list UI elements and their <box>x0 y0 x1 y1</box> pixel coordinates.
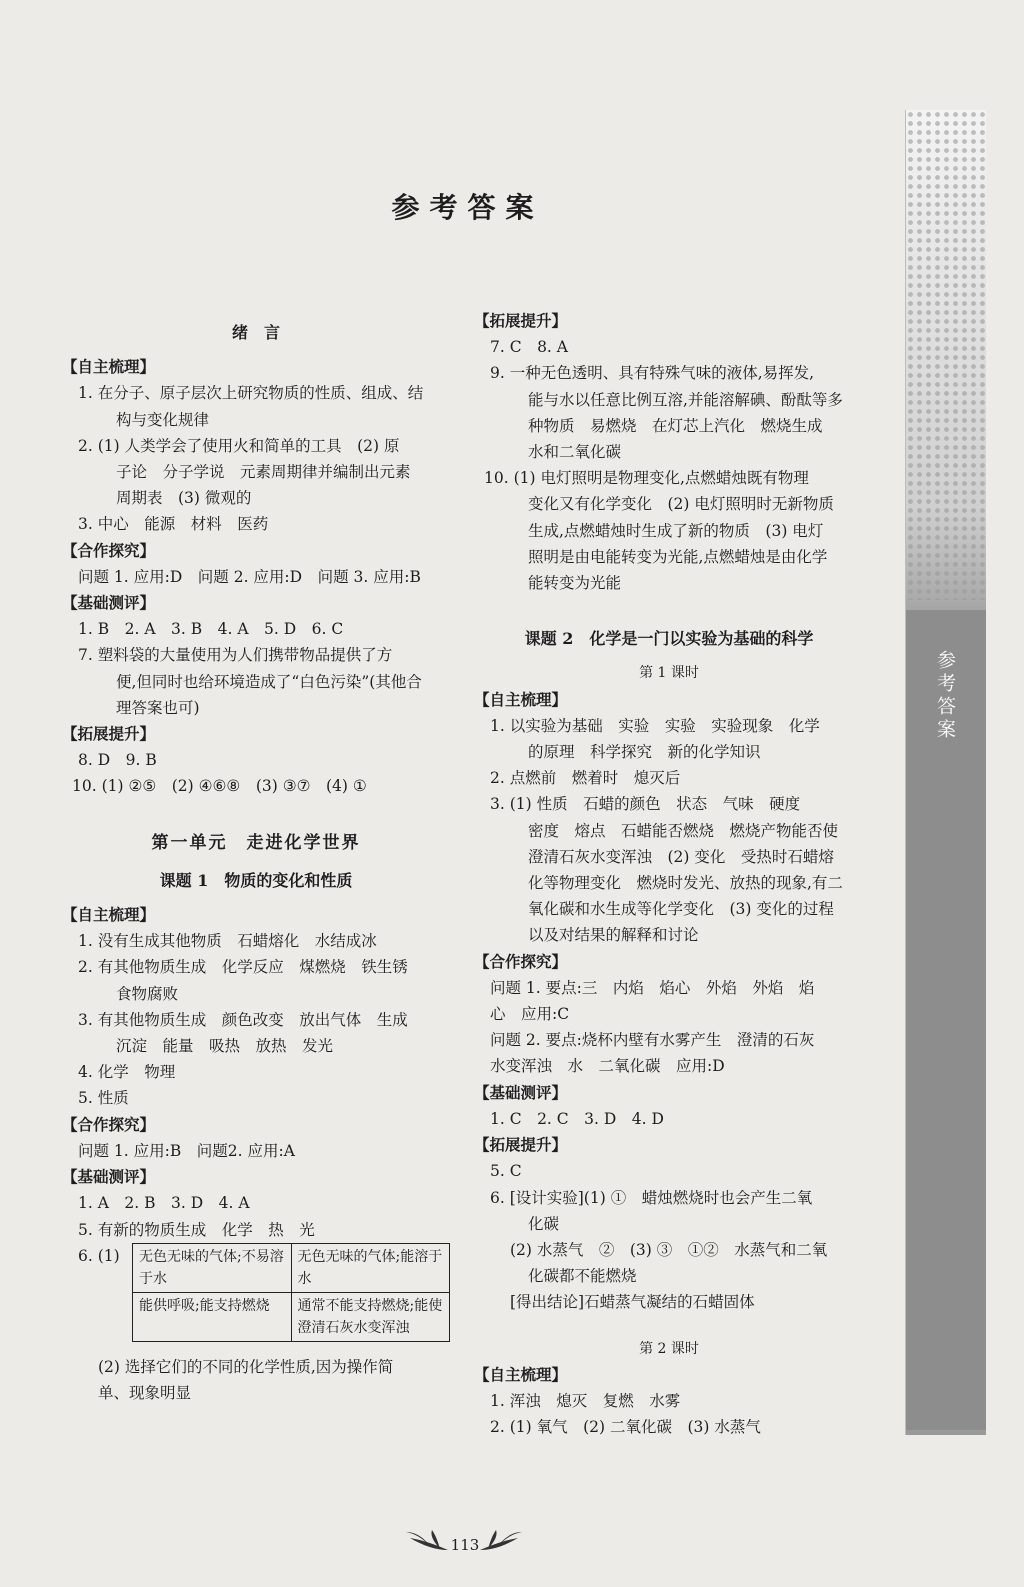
answer-line: [得出结论]石蜡蒸气凝结的石蜡固体 <box>510 1293 755 1312</box>
tag-jichu: 【基础测评】 <box>62 593 156 613</box>
tag-hezuo: 【合作探究】 <box>474 951 568 971</box>
tag-hezuo: 【合作探究】 <box>62 1114 156 1134</box>
answer-line: 2. 有其他物质生成 化学反应 煤燃烧 铁生锈 <box>78 958 408 977</box>
answer-line: 照明是由电能转变为光能,点燃蜡烛是由化学 <box>528 547 828 566</box>
tag-hezuo: 【合作探究】 <box>62 540 156 560</box>
answer-line: 问题 1. 应用:B 问题2. 应用:A <box>78 1141 295 1160</box>
answer-line: 周期表 (3) 微观的 <box>116 489 252 508</box>
answer-line: 3. (1) 性质 石蜡的颜色 状态 气味 硬度 <box>490 795 801 814</box>
answer-line: 便,但同时也给环境造成了“白色污染”(其他合 <box>116 672 422 691</box>
unit-title: 第一单元 走进化学世界 <box>151 832 361 853</box>
answer-line: 问题 1. 要点:三 内焰 焰心 外焰 外焰 焰 <box>490 978 815 997</box>
answer-line: 2. 点燃前 燃着时 熄灭后 <box>490 769 681 788</box>
answer-line: 6. (1) <box>78 1246 120 1265</box>
answer-line: 能转变为光能 <box>528 574 622 593</box>
answer-line: 1. 浑浊 熄灭 复燃 水雾 <box>490 1391 681 1410</box>
answer-line: 理答案也可) <box>116 698 200 717</box>
answer-line: 2. (1) 氧气 (2) 二氧化碳 (3) 水蒸气 <box>490 1418 761 1437</box>
period-title: 第 1 课时 <box>639 665 699 682</box>
answer-line: 7. 塑料袋的大量使用为人们携带物品提供了方 <box>78 646 393 665</box>
answer-line: 能与水以任意比例互溶,并能溶解碘、酚酞等多 <box>528 390 843 409</box>
answer-line: 问题 1. 应用:D 问题 2. 应用:D 问题 3. 应用:B <box>78 567 421 586</box>
answer-line: 水变浑浊 水 二氧化碳 应用:D <box>490 1057 725 1076</box>
table-row <box>133 1243 450 1292</box>
answer-line: 变化又有化学变化 (2) 电灯照明时无新物质 <box>528 495 834 514</box>
answer-line: 心 应用:C <box>490 1005 570 1024</box>
properties-table <box>132 1243 450 1342</box>
answer-line: 5. C <box>490 1162 522 1181</box>
left-column <box>62 308 450 1406</box>
tag-jichu: 【基础测评】 <box>474 1082 568 1102</box>
answer-line: 7. C 8. A <box>490 338 568 357</box>
answer-line: 5. 有新的物质生成 化学 热 光 <box>78 1220 315 1239</box>
answer-line: 子论 分子学说 元素周期律并编制出元素 <box>116 463 411 482</box>
answer-line: 1. 在分子、原子层次上研究物质的性质、组成、结 <box>78 384 424 403</box>
tag-zizhu: 【自主梳理】 <box>474 1364 568 1384</box>
tag-tuozhan: 【拓展提升】 <box>474 311 568 330</box>
answer-line: 构与变化规律 <box>116 410 210 429</box>
answer-line: 6. [设计实验](1) ① 蜡烛燃烧时也会产生二氧 <box>490 1188 813 1207</box>
table-cell: 通常不能支持燃烧;能使澄清石灰水变浑浊 <box>291 1292 450 1341</box>
tag-zizhu: 【自主梳理】 <box>62 357 156 377</box>
answer-line: 1. C 2. C 3. D 4. D <box>490 1109 664 1128</box>
answer-line: 化等物理变化 燃烧时发光、放热的现象,有二 <box>528 874 843 893</box>
tag-tuozhan: 【拓展提升】 <box>474 1135 568 1155</box>
lesson-title: 课题 2 化学是一门以实验为基础的科学 <box>524 629 814 649</box>
answer-line: 种物质 易燃烧 在灯芯上汽化 燃烧生成 <box>528 416 823 435</box>
leaf-ornament-icon <box>478 1528 528 1558</box>
answer-line: 1. 没有生成其他物质 石蜡熔化 水结成冰 <box>78 932 377 951</box>
table-cell: 无色无味的气体;能溶于水 <box>291 1243 450 1292</box>
answer-line: 5. 性质 <box>78 1089 129 1108</box>
lesson-title: 课题 1 物质的变化和性质 <box>159 870 353 890</box>
table-row <box>133 1292 450 1341</box>
answer-line: 密度 熔点 石蜡能否燃烧 燃烧产物能否使 <box>528 821 839 840</box>
side-tab-label: 参考答案 <box>934 650 956 742</box>
answer-table-row <box>62 1243 450 1346</box>
answer-line: 1. 以实验为基础 实验 实验 实验现象 化学 <box>490 716 820 735</box>
answer-line: 问题 2. 要点:烧杯内壁有水雾产生 澄清的石灰 <box>490 1031 815 1050</box>
answer-line: 10. (1) 电灯照明是物理变化,点燃蜡烛既有物理 <box>484 469 809 488</box>
table-cell: 能供呼吸;能支持燃烧 <box>133 1292 292 1341</box>
section-heading-intro: 绪 言 <box>231 323 280 342</box>
answer-line: 3. 有其他物质生成 颜色改变 放出气体 生成 <box>78 1010 408 1029</box>
answer-line: 化碳都不能燃烧 <box>528 1267 637 1286</box>
page-number: 113 <box>450 1536 480 1554</box>
answer-line: 水和二氧化碳 <box>528 443 622 462</box>
answer-line: (2) 水蒸气 ② (3) ③ ①② 水蒸气和二氧 <box>510 1240 828 1259</box>
answer-line: 10. (1) ②⑤ (2) ④⑥⑧ (3) ③⑦ (4) ① <box>72 777 367 796</box>
page-title: 参考答案 <box>391 191 544 224</box>
answer-line: 3. 中心 能源 材料 医药 <box>78 515 269 534</box>
tag-tuozhan: 【拓展提升】 <box>62 724 156 744</box>
answer-line: 食物腐败 <box>116 984 179 1003</box>
period-title: 第 2 课时 <box>639 1340 699 1357</box>
answer-line: 澄清石灰水变浑浊 (2) 变化 受热时石蜡熔 <box>528 847 834 866</box>
table-cell: 无色无味的气体;不易溶于水 <box>133 1243 292 1292</box>
answer-line: 氧化碳和水生成等化学变化 (3) 变化的过程 <box>528 900 834 919</box>
tag-jichu: 【基础测评】 <box>62 1167 156 1187</box>
answer-line: 1. A 2. B 3. D 4. A <box>78 1194 250 1213</box>
answer-line: 生成,点燃蜡烛时生成了新的物质 (3) 电灯 <box>528 521 824 540</box>
answer-line: 的原理 科学探究 新的化学知识 <box>528 743 761 762</box>
side-tab <box>905 110 986 1435</box>
tag-zizhu: 【自主梳理】 <box>474 689 568 709</box>
tag-zizhu: 【自主梳理】 <box>62 905 156 925</box>
answer-line: 4. 化学 物理 <box>78 1063 176 1082</box>
answer-line: 9. 一种无色透明、具有特殊气味的液体,易挥发, <box>490 364 815 383</box>
answer-line: 1. B 2. A 3. B 4. A 5. D 6. C <box>78 620 344 639</box>
answer-line: 2. (1) 人类学会了使用火和简单的工具 (2) 原 <box>78 436 400 455</box>
right-column <box>474 308 864 1440</box>
answer-line: 化碳 <box>528 1214 560 1233</box>
halftone-pattern <box>906 110 986 600</box>
answer-line: 单、现象明显 <box>98 1383 192 1402</box>
answer-line: 沉淀 能量 吸热 放热 发光 <box>116 1037 334 1056</box>
answer-line: 8. D 9. B <box>78 751 157 770</box>
answer-line: (2) 选择它们的不同的化学性质,因为操作简 <box>98 1357 394 1376</box>
answer-line: 以及对结果的解释和讨论 <box>528 926 699 945</box>
